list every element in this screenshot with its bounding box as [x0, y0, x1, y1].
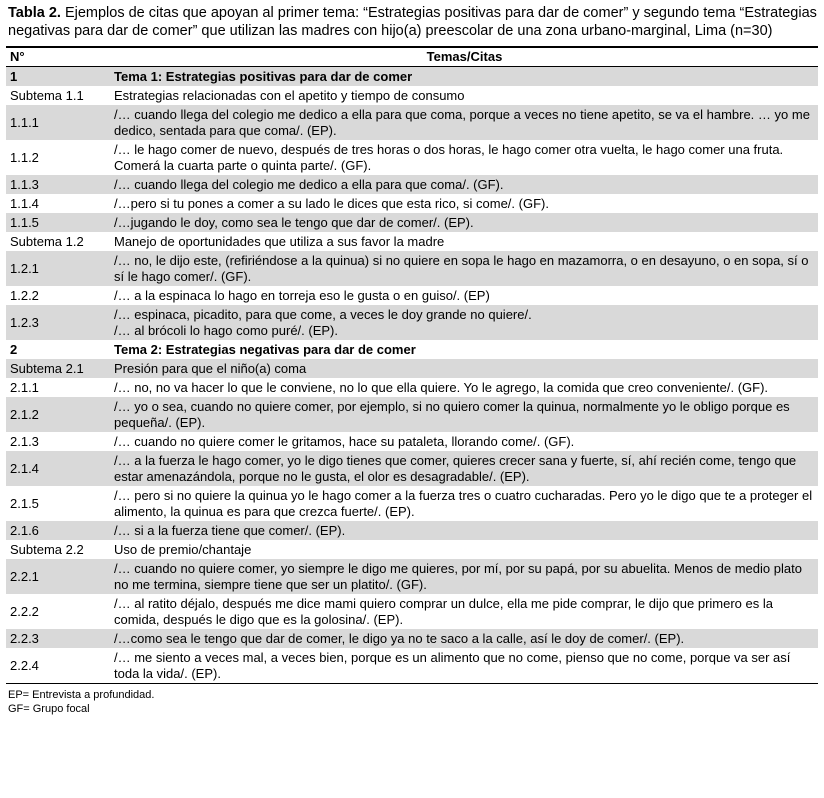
table-row: [6, 286, 818, 305]
theme-row: [6, 340, 818, 359]
table-row: [6, 559, 818, 594]
header-themes: Temas/Citas: [110, 47, 818, 67]
table-row: [6, 86, 818, 105]
table-row: [6, 521, 818, 540]
table-caption-text: Ejemplos de citas que apoyan al primer tema: “Estrategias positivas para dar de comer” y segundo tema “Estrategias negativas para dar de comer” que utilizan las madres con hijo(a) preescolar de una zona urbano-marginal, Lima (n=30): [8, 5, 817, 39]
table-row: [6, 629, 818, 648]
row-id: 1.2.2: [10, 288, 39, 303]
row-id: 2.1.2: [6, 397, 110, 432]
row-id: 1.1.2: [10, 150, 39, 165]
table-row: [6, 213, 818, 232]
row-text: /…pero si tu pones a comer a su lado le dices que esta rico, si come/. (GF).: [114, 196, 549, 211]
row-id: 2.1.3: [10, 434, 39, 449]
header-number: N°: [6, 47, 110, 67]
table-row: [6, 359, 818, 378]
row-id: Subtema 2.1: [6, 359, 110, 378]
row-text: Uso de premio/chantaje: [114, 542, 252, 557]
row-id: 1.1.3: [6, 175, 110, 194]
row-id: 2.2.2: [10, 604, 39, 619]
row-text: Manejo de oportunidades que utiliza a sus favor la madre: [114, 234, 445, 249]
row-text: Presión para que el niño(a) coma: [110, 359, 818, 378]
table-row: [6, 486, 818, 521]
table-row: [6, 232, 818, 251]
row-id: 2.1.1: [10, 380, 39, 395]
footnote-ep: EP= Entrevista a profundidad.: [8, 689, 155, 701]
row-id: 2.1.4: [6, 451, 110, 486]
row-text: /… cuando no quiere comer le gritamos, hace su pataleta, llorando come/. (GF).: [114, 434, 575, 449]
row-id: 2: [10, 342, 18, 357]
table-caption: [8, 4, 818, 40]
footnotes: [8, 688, 818, 716]
row-id: 1: [6, 67, 110, 87]
table-label: Tabla 2.: [8, 5, 61, 21]
table-row: [6, 175, 818, 194]
row-id: 1.1.1: [6, 105, 110, 140]
table-row: [6, 251, 818, 286]
table-row: [6, 451, 818, 486]
footnote-gf: GF= Grupo focal: [8, 703, 90, 715]
table-row: [6, 594, 818, 629]
row-text: /… espinaca, picadito, para que come, a veces le doy grande no quiere/. /… al brócoli lo hago como puré/. (EP).: [110, 305, 818, 340]
row-id: 2.1.6: [6, 521, 110, 540]
table-header-row: [6, 47, 818, 67]
row-text: /… me siento a veces mal, a veces bien, porque es un alimento que no come, pienso que no come, porque va ser así toda la vida/. (EP).: [110, 648, 818, 684]
citations-table: [6, 46, 818, 684]
row-text: /… no, le dijo este, (refiriéndose a la quinua) si no quiere en sopa le hago en mazamorra, o en desayuno, o en sopa, sí o sí le hago comer/. (GF).: [110, 251, 818, 286]
row-text: /… si a la fuerza tiene que comer/. (EP).: [110, 521, 818, 540]
table-row: [6, 540, 818, 559]
row-text: /…jugando le doy, como sea le tengo que dar de comer/. (EP).: [110, 213, 818, 232]
row-text: /… al ratito déjalo, después me dice mami quiero comprar un dulce, ella me pide comprar, le dijo que primero es la comida, después le digo que es la golosina/. (EP).: [114, 596, 773, 627]
table-row: [6, 194, 818, 213]
row-id: 2.1.5: [10, 496, 39, 511]
row-text: /… a la fuerza le hago comer, yo le digo tienes que comer, quieres crecer sana y fuerte, sí, ahí recién come, tengo que estar amenazándola, porque no le gusta, el olor es desagradable/. (EP).: [110, 451, 818, 486]
row-text: Tema 2: Estrategias negativas para dar de comer: [114, 342, 416, 357]
theme-row: [6, 67, 818, 87]
table-row: [6, 378, 818, 397]
row-text: /… le hago comer de nuevo, después de tres horas o dos horas, le hago comer otra vuelta, le hago comer una fruta. Comerá la cuarta parte o quinta parte/. (GF).: [114, 142, 784, 173]
row-text: Tema 1: Estrategias positivas para dar de comer: [110, 67, 818, 87]
row-text: /… cuando llega del colegio me dedico a ella para que coma/. (GF).: [110, 175, 818, 194]
table-row: [6, 305, 818, 340]
table-row: [6, 648, 818, 684]
row-id: Subtema 1.2: [10, 234, 84, 249]
row-id: 2.2.4: [6, 648, 110, 684]
row-id: 1.2.1: [6, 251, 110, 286]
row-text: /… a la espinaca lo hago en torreja eso le gusta o en guiso/. (EP): [114, 288, 490, 303]
row-text: /… cuando llega del colegio me dedico a ella para que coma, porque a veces no tiene apetito, se va el hambre. … yo me dedico, sentada para que coma/. (EP).: [110, 105, 818, 140]
row-id: 1.1.4: [10, 196, 39, 211]
row-text: /… pero si no quiere la quinua yo le hago comer a la fuerza tres o cuatro cucharadas. Pero yo le digo que te a proteger el alimento, la quinua es para que crezca fuerte/. (EP).: [114, 488, 813, 519]
row-id: 1.2.3: [6, 305, 110, 340]
row-text: /… cuando no quiere comer, yo siempre le digo me quieres, por mí, por su papá, por su abuelita. Menos de medio plato no me termina, siempre tiene que ser un platito/. (GF).: [110, 559, 818, 594]
row-text: Estrategias relacionadas con el apetito y tiempo de consumo: [114, 88, 465, 103]
row-id: 2.2.3: [6, 629, 110, 648]
table-body: [6, 67, 818, 684]
row-text: /… no, no va hacer lo que le conviene, no lo que ella quiere. Yo le agrego, la comida que creo conveniente/. (GF).: [114, 380, 769, 395]
table-row: [6, 140, 818, 175]
row-id: Subtema 1.1: [10, 88, 84, 103]
row-id: Subtema 2.2: [10, 542, 84, 557]
row-text: /… yo o sea, cuando no quiere comer, por ejemplo, si no quiero comer la quinua, normalmente yo le obligo porque es pequeña/. (EP).: [110, 397, 818, 432]
table-row: [6, 105, 818, 140]
row-id: 1.1.5: [6, 213, 110, 232]
table-row: [6, 397, 818, 432]
row-text: /…como sea le tengo que dar de comer, le digo ya no te saco a la calle, así le doy de comer/. (EP).: [110, 629, 818, 648]
table-row: [6, 432, 818, 451]
row-id: 2.2.1: [6, 559, 110, 594]
